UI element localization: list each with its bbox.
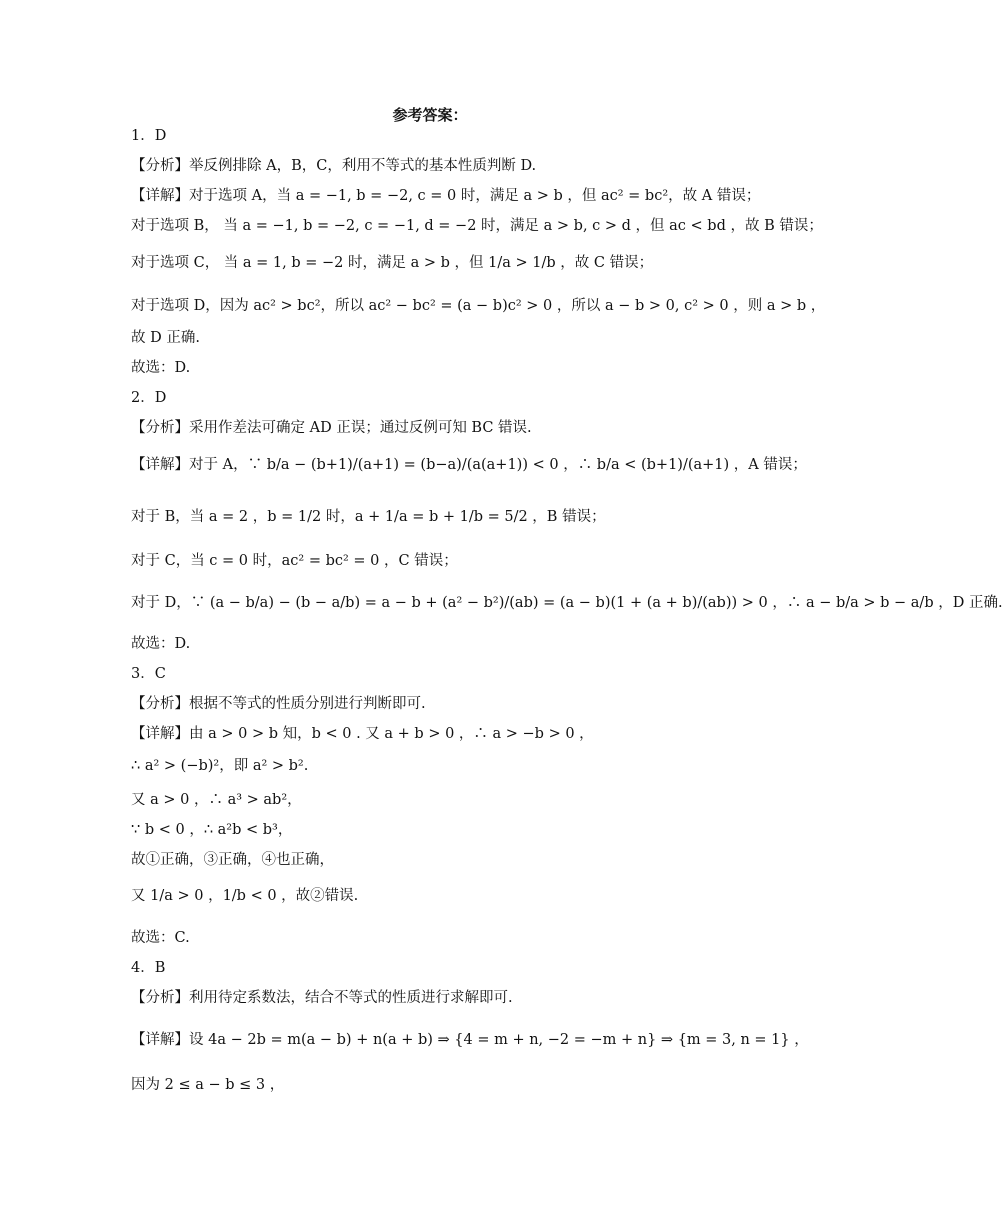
q1-detail-b: 对于选项 B， 当 a = −1, b = −2, c = −1, d = −2 时，满足 a > b, c > d ，但 ac < bd ，故 B 错误； <box>131 218 823 234</box>
q2-detail-d: 对于 D，∵ (a − b/a) − (b − a/b) = a − b + (a² − b²)/(ab) = (a − b)(1 + (a + b)/(ab)) > 0 ，∴ a − b/a > b − a/b ，D 正确. <box>131 595 1003 611</box>
q4-detail-2: 因为 2 ≤ a − b ≤ 3 ， <box>131 1077 285 1093</box>
q1-heading: 1．D <box>131 128 167 144</box>
q1-detail-a: 【详解】对于选项 A，当 a = −1, b = −2, c = 0 时，满足 a > b ，但 ac² = bc²，故 A 错误； <box>131 188 761 204</box>
q4-heading: 4．B <box>131 960 166 976</box>
q2-choice: 故选：D. <box>131 636 191 652</box>
q2-detail-c: 对于 C，当 c = 0 时，ac² = bc² = 0 ，C 错误； <box>131 553 458 569</box>
page-title: 参考答案： <box>392 106 468 124</box>
q3-detail-1: 【详解】由 a > 0 > b 知，b < 0 . 又 a + b > 0 ，∴ a > −b > 0 ， <box>131 726 594 742</box>
q1-detail-c: 对于选项 C， 当 a = 1, b = −2 时，满足 a > b ，但 1/a > 1/b ，故 C 错误； <box>131 255 654 271</box>
q1-detail-d: 对于选项 D，因为 ac² > bc²，所以 ac² − bc² = (a − b)c² > 0 ，所以 a − b > 0, c² > 0 ，则 a > b ， <box>131 298 826 314</box>
q3-choice: 故选：C. <box>131 930 190 946</box>
q3-detail-2: ∴ a² > (−b)²，即 a² > b². <box>131 758 309 774</box>
q3-heading: 3．C <box>131 666 166 682</box>
q4-analysis: 【分析】利用待定系数法，结合不等式的性质进行求解即可. <box>131 990 513 1006</box>
q3-detail-5: 故①正确，③正确，④也正确， <box>131 852 334 868</box>
q3-detail-6: 又 1/a > 0 ，1/b < 0 ，故②错误. <box>131 888 359 904</box>
q3-detail-4: ∵ b < 0 ，∴ a²b < b³， <box>131 822 293 838</box>
q1-detail-d-conclusion: 故 D 正确. <box>131 330 200 346</box>
q2-analysis: 【分析】采用作差法可确定 AD 正误；通过反例可知 BC 错误. <box>131 420 532 436</box>
q4-detail-1: 【详解】设 4a − 2b = m(a − b) + n(a + b) ⇒ {4 = m + n, −2 = −m + n} ⇒ {m = 3, n = 1} ， <box>131 1032 809 1048</box>
q2-heading: 2．D <box>131 390 167 406</box>
q3-analysis: 【分析】根据不等式的性质分别进行判断即可. <box>131 696 426 712</box>
q1-choice: 故选：D. <box>131 360 191 376</box>
q2-detail-a: 【详解】对于 A，∵ b/a − (b+1)/(a+1) = (b−a)/(a(a+1)) < 0 ，∴ b/a < (b+1)/(a+1) ，A 错误； <box>131 457 807 473</box>
q2-detail-b: 对于 B，当 a = 2 ，b = 1/2 时，a + 1/a = b + 1/b = 5/2 ，B 错误； <box>131 509 606 525</box>
q3-detail-3: 又 a > 0 ，∴ a³ > ab²， <box>131 792 302 808</box>
q1-analysis: 【分析】举反例排除 A，B，C，利用不等式的基本性质判断 D. <box>131 158 537 174</box>
